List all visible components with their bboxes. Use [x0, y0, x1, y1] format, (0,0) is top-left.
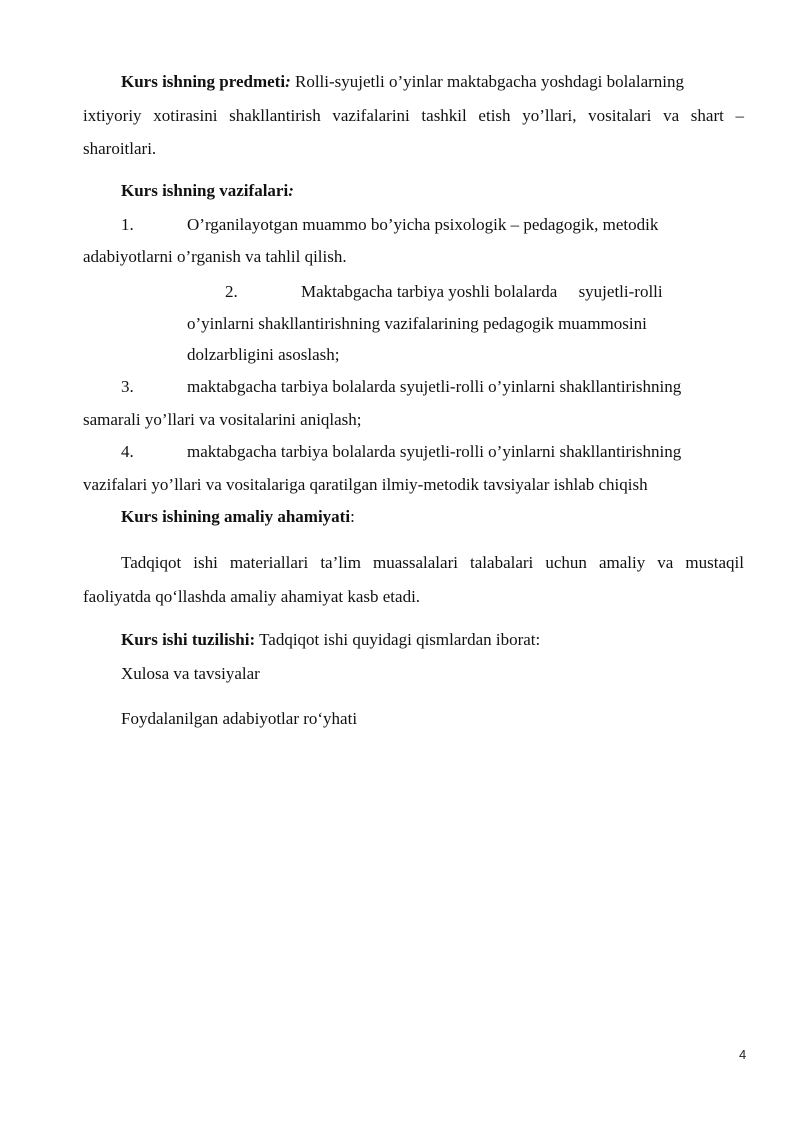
amaliy-label: Kurs ishining amaliy ahamiyati	[121, 507, 351, 526]
page-number: 4	[739, 1047, 747, 1062]
predmet-line-2: ixtiyoriy xotirasini shakllantirish vazifalarini tashkil etish yo’llari, vositalari va shart –	[83, 106, 744, 125]
tuzilishi-line	[121, 629, 540, 651]
tuzilishi-label: Kurs ishi tuzilishi:	[121, 630, 256, 649]
adabiyotlar-line: Foydalanilgan adabiyotlar ro‘yhati	[121, 709, 358, 728]
vazifa-4-number: 4.	[121, 442, 134, 461]
predmet-colon: :	[285, 72, 291, 91]
vazifa-3-number: 3.	[121, 377, 134, 396]
predmet-text-1: Rolli-syujetli o’yinlar maktabgacha yoshdagi bolalarning	[290, 72, 685, 91]
predmet-line-3: sharoitlari.	[83, 139, 157, 158]
vazifalari-heading	[121, 180, 294, 202]
vazifalari-label: Kurs ishning vazifalari	[121, 181, 289, 200]
predmet-label: Kurs ishning predmeti	[121, 72, 286, 91]
vazifa-1-line-1: O’rganilayotgan muammo bo’yicha psixologik – pedagogik, metodik	[187, 215, 659, 234]
vazifalari-colon: :	[288, 181, 294, 200]
vazifa-4-line-1: maktabgacha tarbiya bolalarda syujetli-rolli o’yinlarni shakllantirishning	[187, 442, 682, 461]
amaliy-line-1: Tadqiqot ishi materiallari ta’lim muassalalari talabalari uchun amaliy va mustaqil	[121, 553, 744, 572]
amaliy-heading	[121, 506, 355, 528]
vazifa-2-line-1: Maktabgacha tarbiya yoshli bolalarda syujetli-rolli	[301, 282, 663, 301]
vazifa-2-line-2: o’yinlarni shakllantirishning vazifalarining pedagogik muammosini	[187, 314, 647, 333]
vazifa-3-line-1: maktabgacha tarbiya bolalarda syujetli-rolli o’yinlarni shakllantirishning	[187, 377, 682, 396]
vazifa-1-number: 1.	[121, 215, 134, 234]
amaliy-line-2: faoliyatda qo‘llashda amaliy ahamiyat kasb etadi.	[83, 587, 421, 606]
xulosa-line: Xulosa va tavsiyalar	[121, 664, 260, 683]
tuzilishi-text: Tadqiqot ishi quyidagi qismlardan iborat:	[255, 630, 541, 649]
vazifa-1-line-2: adabiyotlarni o’rganish va tahlil qilish.	[83, 247, 347, 266]
vazifa-3-line-2: samarali yo’llari va vositalarini aniqlash;	[83, 410, 362, 429]
predmet-line-1	[121, 71, 684, 93]
amaliy-colon: :	[350, 507, 355, 526]
vazifa-2-number: 2.	[225, 282, 238, 301]
vazifa-2-line-3: dolzarbligini asoslash;	[187, 345, 340, 364]
vazifa-4-line-2: vazifalari yo’llari va vositalariga qaratilgan ilmiy-metodik tavsiyalar ishlab chiqish	[83, 475, 648, 494]
